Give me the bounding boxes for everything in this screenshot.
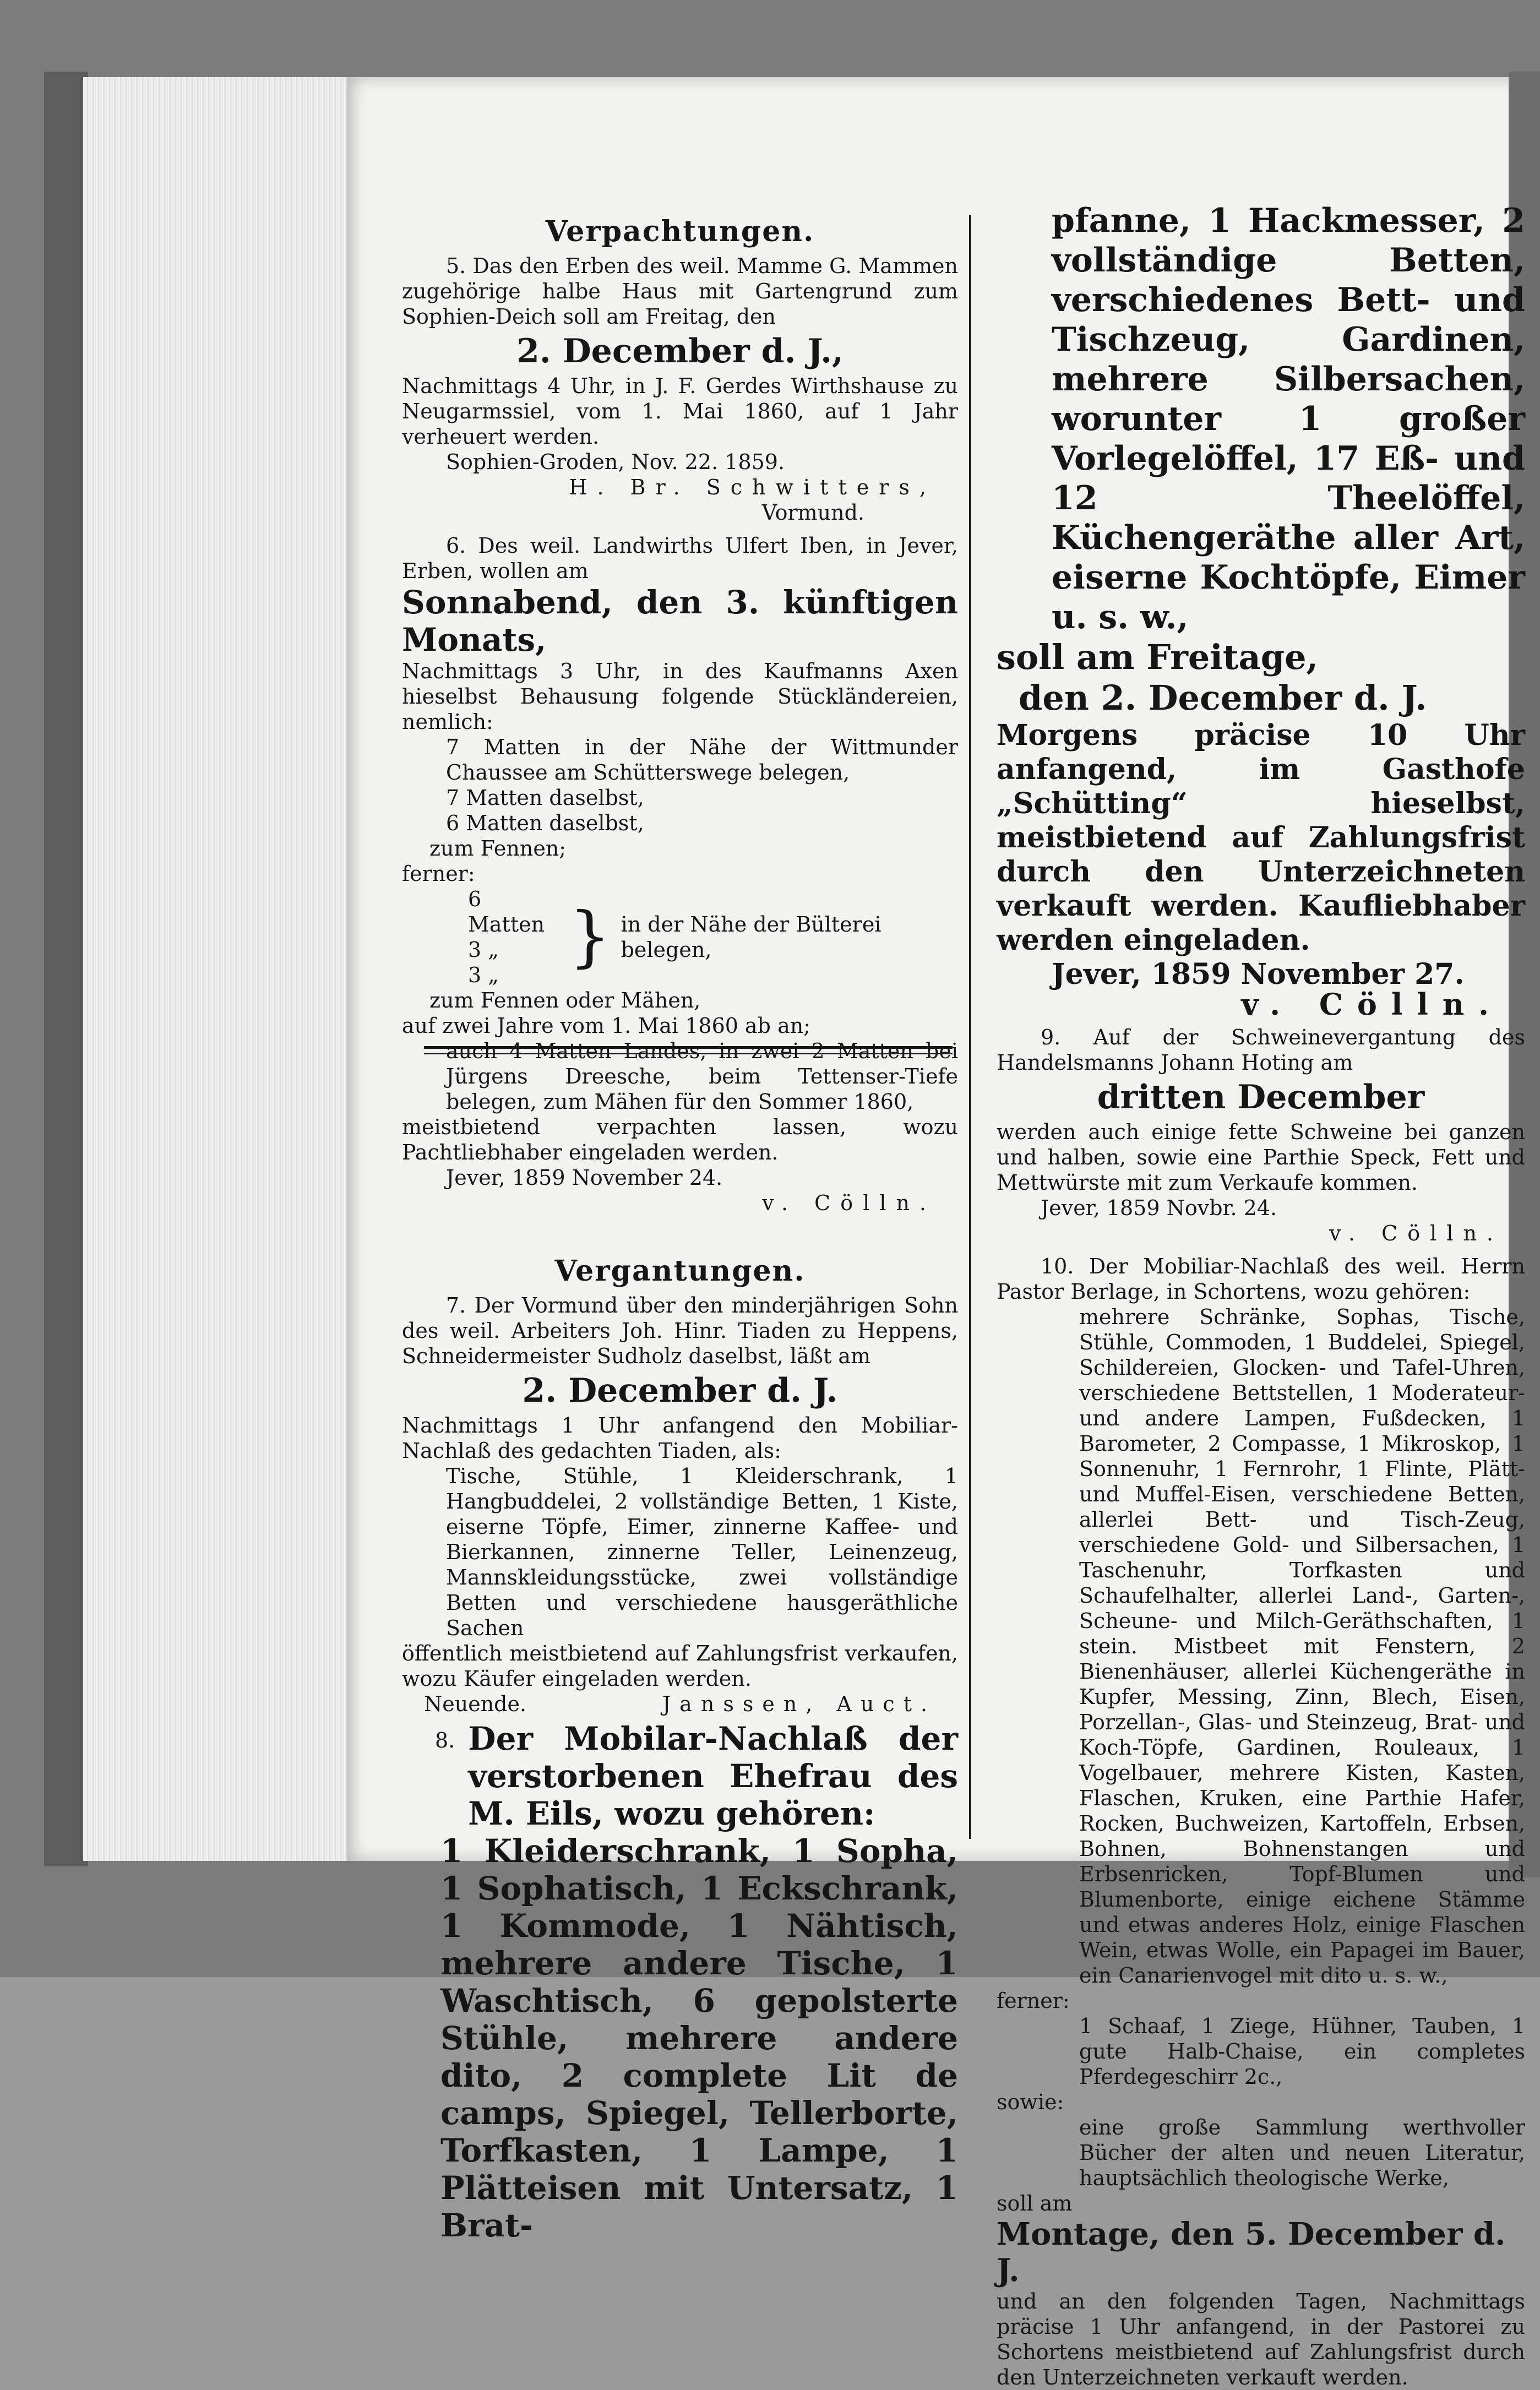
item6-signature: v. Cölln. [762,1191,936,1215]
item10-list2: 1 Schaaf, 1 Ziege, Hühner, Tauben, 1 gute Halb-Chaise, ein completes Pferdegeschirr 2c., [1079,2014,1525,2089]
item10-sowie: sowie: [997,2090,1064,2114]
item6-line2: 7 Matten daselbst, [446,786,644,810]
right-text: Morgens präcise 10 Uhr anfangend, im Gasthofe „Schütting“ hieselbst, meistbietend auf Zahlungsfrist durch den Unterzeichneten verkauft werden. Kaufliebhaber werden eingeladen. [997,718,1525,957]
item6-text2: Nachmittags 3 Uhr, in des Kaufmanns Axen hieselbst Behausung folgende Stückländereien, nemlich: [402,659,958,734]
item10-text2: und an den folgenden Tagen, Nachmittags präcise 1 Uhr anfangend, in der Pastorei zu Schortens meistbietend auf Zahlungsfrist durch den Unterzeichneten verkauft werden. [997,2289,1525,2389]
item5-role: Vormund. [761,500,864,525]
item6-line3: 6 Matten daselbst, [446,811,644,835]
item10-list1: mehrere Schränke, Sophas, Tische, Stühle, Commoden, 1 Buddelei, Spiegel, Schildereien, Glocken- und Tafel-Uhren, verschiedene Bettstellen, 1 Moderateur- und andere Lampen, Fußdecken, 1 Barometer, 2 Compasse, 1 Mikroskop, 1 Sonnenuhr, 1 Fernrohr, 1 Flinte, Plätt- und Muffel-Eisen, verschiedene Betten, allerlei Bett- und Tisch-Zeug, verschiedene Gold- und Silbersachen, 1 Taschenuhr, Torfkasten und Schaufelhalter, allerlei Land-, Garten-, Scheune- und Milch-Geräthschaften, 1 stein. Mistbeet mit Fenstern, 2 Bienenhäuser, allerlei Küchengeräthe in Kupfer, Messing, Zinn, Blech, Eisen, Porzellan-, Glas- und Steinzeug, Brat- und Koch-Töpfe, Gardinen, Rouleaux, 1 Vogelbauer, mehrere Kisten, Kasten, Flaschen, Kruken, eine Parthie Hafer, Rocken, Buchweizen, Kartoffeln, Erbsen, Bohnen, Bohnenstangen und Erbsenricken, Topf-Blumen und Blumenborte, einige eichene Stämme und etwas anderes Holz, einige Flaschen Wein, etwas Wolle, ein Papagei im Bauer, ein Canarienvogel mit dito u. s. w., [1079,1305,1525,1988]
item6-brace-line2: 3 „ [468,938,499,962]
item6-place: Jever, 1859 November 24. [446,1166,723,1190]
item10-text1: 10. Der Mobiliar-Nachlaß des weil. Herrn Pastor Berlage, in Schortens, wozu gehören: [997,1254,1525,1304]
item7-text1: 7. Der Vormund über den minderjährigen Sohn des weil. Arbeiters Joh. Hinr. Tiaden zu Heppens, Schneidermeister Sudholz daselbst, läßt am [402,1293,958,1368]
item10-ferner: ferner: [997,1989,1070,2013]
item9-signature: v. Cölln. [1329,1221,1503,1245]
item9-text2: werden auch einige fette Schweine bei ganzen und halben, sowie eine Parthie Speck, Fett und Mettwürste mit zum Verkaufe kommen. [997,1120,1525,1195]
item7-text3: öffentlich meistbietend auf Zahlungsfrist verkaufen, wozu Käufer eingeladen werden. [402,1641,958,1691]
brace-icon: } [569,899,611,975]
item10-soll: soll am [997,2191,1073,2215]
item7-place: Neuende. [424,1692,527,1716]
item5-signature: H. Br. Schwitters, [569,475,936,499]
item6-brace-line1: 6 Matten [468,887,545,937]
item6-line4: zum Fennen; [429,836,567,861]
item8-list: 1 Kleiderschrank, 1 Sopha, 1 Sophatisch, 1 Eckschrank, 1 Kommode, 1 Nähtisch, mehrere andere Tische, 1 Waschtisch, 6 gepolsterte Stühle, mehrere andere dito, 2 complete Lit de camps, Spiegel, Tellerborte, Torfkasten, 1 Lampe, 1 Plätteisen mit Untersatz, 1 Brat- [440,1832,958,2244]
item7-footer [402,1691,958,1717]
item9-text1: 9. Auf der Schweinevergantung des Handelsmanns Johann Hoting am [997,1025,1525,1075]
item6-brace-line3: 3 „ [468,963,499,987]
right-column [997,201,1525,2390]
item9-date: dritten December [1097,1078,1425,1117]
item8-head-row [402,1720,958,1832]
item6-line5: zum Fennen oder Mähen, [429,988,701,1012]
right-signature: v. Cölln. [1241,987,1503,1022]
right-place: Jever, 1859 November 27. [1052,957,1465,991]
item8-number: 8. [435,1728,455,1752]
item7-list: Tische, Stühle, 1 Kleiderschrank, 1 Hangbuddelei, 2 vollständige Betten, 1 Kiste, eiserne Töpfe, Eimer, zinnerne Kaffee- und Bierkannen, zinnerne Teller, Leinenzeug, Mannskleidungsstücke, zwei vollständige Betten und verschiedene hausgeräthliche Sachen [446,1464,958,1640]
item9-place: Jever, 1859 Novbr. 24. [1041,1196,1277,1220]
item6-date: Sonnabend, den 3. künftigen Monats, [402,584,958,658]
item7-text2: Nachmittags 1 Uhr anfangend den Mobiliar-Nachlaß des gedachten Tiaden, als: [402,1413,958,1463]
right-date: den 2. December d. J. [1019,678,1427,718]
heading-vergantungen: Vergantungen. [554,1254,806,1288]
item10-date: Montage, den 5. December d. J. [997,2216,1506,2289]
item6-brace-text: in der Nähe der Bülterei belegen, [621,912,881,962]
item5-text2: Nachmittags 4 Uhr, in J. F. Gerdes Wirthshause zu Neugarmssiel, vom 1. Mai 1860, auf 1 Jahr verheuert werden. [402,374,958,449]
item6-text1: 6. Des weil. Landwirths Ulfert Iben, in Jever, Erben, wollen am [402,533,958,583]
item10-list3: eine große Sammlung werthvoller Bücher der alten und neuen Literatur, hauptsächlich theologische Werke, [1079,2115,1525,2190]
item6-line8: meistbietend verpachten lassen, wozu Pachtliebhaber eingeladen werden. [402,1115,958,1164]
item5-date: 2. December d. J., [516,332,844,371]
column-divider [969,215,971,1839]
right-soll-am: soll am Freitage, [997,637,1319,677]
item5-text1: 5. Das den Erben des weil. Mamme G. Mammen zugehörige halbe Haus mit Gartengrund zum Sophien-Deich soll am Freitag, den [402,254,958,329]
item8-heading: Der Mobilar-Nachlaß der verstorbenen Ehefrau des M. Eils, wozu gehören: [468,1720,958,1832]
item6-line1: 7 Matten in der Nähe der Wittmunder Chaussee am Schütterswege belegen, [446,735,958,785]
item7-signature: Janssen, Auct. [662,1692,936,1716]
page-stack-edge [80,77,347,1861]
item6-brace-group [402,886,958,988]
left-column [402,209,958,2244]
item5-place: Sophien-Groden, Nov. 22. 1859. [446,450,785,474]
heading-verpachtungen: Verpachtungen. [545,215,815,248]
item6-line6: auf zwei Jahre vom 1. Mai 1860 ab an; [402,1014,811,1038]
right-continuation: pfanne, 1 Hackmesser, 2 vollständige Betten, verschiedenes Bett- und Tischzeug, Gardinen, mehrere Silbersachen, worunter 1 großer Vorlegelöffel, 17 Eß- und 12 Theelöffel, Küchengeräthe aller Art, eiserne Kochtöpfe, Eimer u. s. w., [1052,202,1525,636]
item6-line7: auch 4 Matten Landes, in zwei 2 Matten bei Jürgens Dreesche, beim Tettenser-Tiefe belegen, zum Mähen für den Sommer 1860, [446,1039,958,1114]
item6-ferner: ferner: [402,862,475,886]
item7-date: 2. December d. J. [522,1371,838,1410]
